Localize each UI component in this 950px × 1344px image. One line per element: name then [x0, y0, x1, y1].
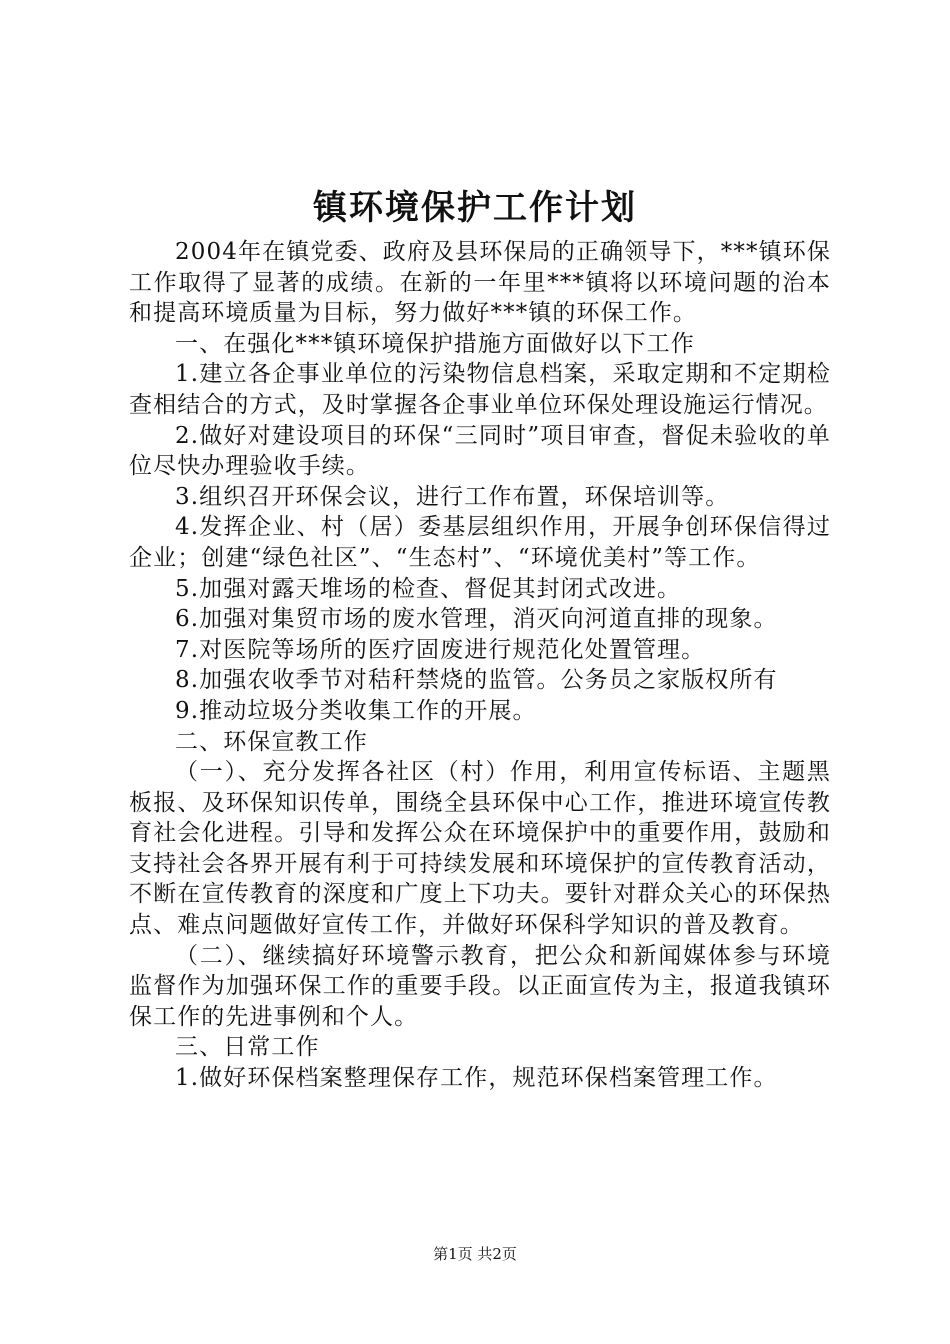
list-item: 4.发挥企业、村（居）委基层组织作用，开展争创环保信得过企业；创建“绿色社区”、“生态村”、“环境优美村”等工作。 [129, 514, 831, 571]
sub-section-paragraph: （一）、充分发挥各社区（村）作用，利用宣传标语、主题黑板报、及环保知识传单，围绕全县环保中心工作，推进环境宣传教育社会化进程。引导和发挥公众在环境保护中的重要作用，鼓励和支持社会各界开展有利于可持续发展和环境保护的宣传教育活动，不断在宣传教育的深度和广度上下功夫。要针对群众关心的环保热点、难点问题做好宣传工作，并做好环保科学知识的普及教育。 [129, 759, 831, 939]
list-item: 8.加强农收季节对秸秆禁烧的监管。公务员之家版权所有 [175, 667, 778, 694]
list-item: 5.加强对露天堆场的检查、督促其封闭式改进。 [175, 575, 682, 602]
intro-paragraph: 2004年在镇党委、政府及县环保局的正确领导下，***镇环保工作取得了显著的成绩。在新的一年里***镇将以环境问题的治本和提高环境质量为目标，努力做好***镇的环保工作。 [129, 239, 831, 327]
list-item: 1.做好环保档案整理保存工作，规范环保档案管理工作。 [175, 1065, 778, 1092]
list-item: 7.对医院等场所的医疗固废进行规范化处置管理。 [175, 636, 706, 663]
list-item: 1.建立各企事业单位的污染物信息档案，采取定期和不定期检查相结合的方式，及时掌握各企事业单位环保处理设施运行情况。 [129, 361, 831, 418]
list-item: 3.组织召开环保会议，进行工作布置，环保培训等。 [175, 483, 730, 510]
document-title: 镇环境保护工作计划 [313, 188, 637, 228]
document-body [129, 237, 831, 1094]
list-item: 9.推动垃圾分类收集工作的开展。 [175, 697, 537, 724]
section-heading-3: 三、日常工作 [175, 1034, 320, 1061]
section-heading-1: 一、在强化***镇环境保护措施方面做好以下工作 [175, 330, 695, 357]
section-heading-2: 二、环保宣教工作 [175, 728, 368, 755]
list-item: 6.加强对集贸市场的废水管理，消灭向河道直排的现象。 [175, 606, 778, 633]
sub-section-paragraph: （二）、继续搞好环境警示教育，把公众和新闻媒体参与环境监督作为加强环保工作的重要手段。以正面宣传为主，报道我镇环保工作的先进事例和个人。 [129, 942, 831, 1030]
list-item: 2.做好对建设项目的环保“三同时”项目审查，督促未验收的单位尽快办理验收手续。 [129, 422, 831, 480]
page-number-footer: 第1页 共2页 [433, 1245, 517, 1263]
